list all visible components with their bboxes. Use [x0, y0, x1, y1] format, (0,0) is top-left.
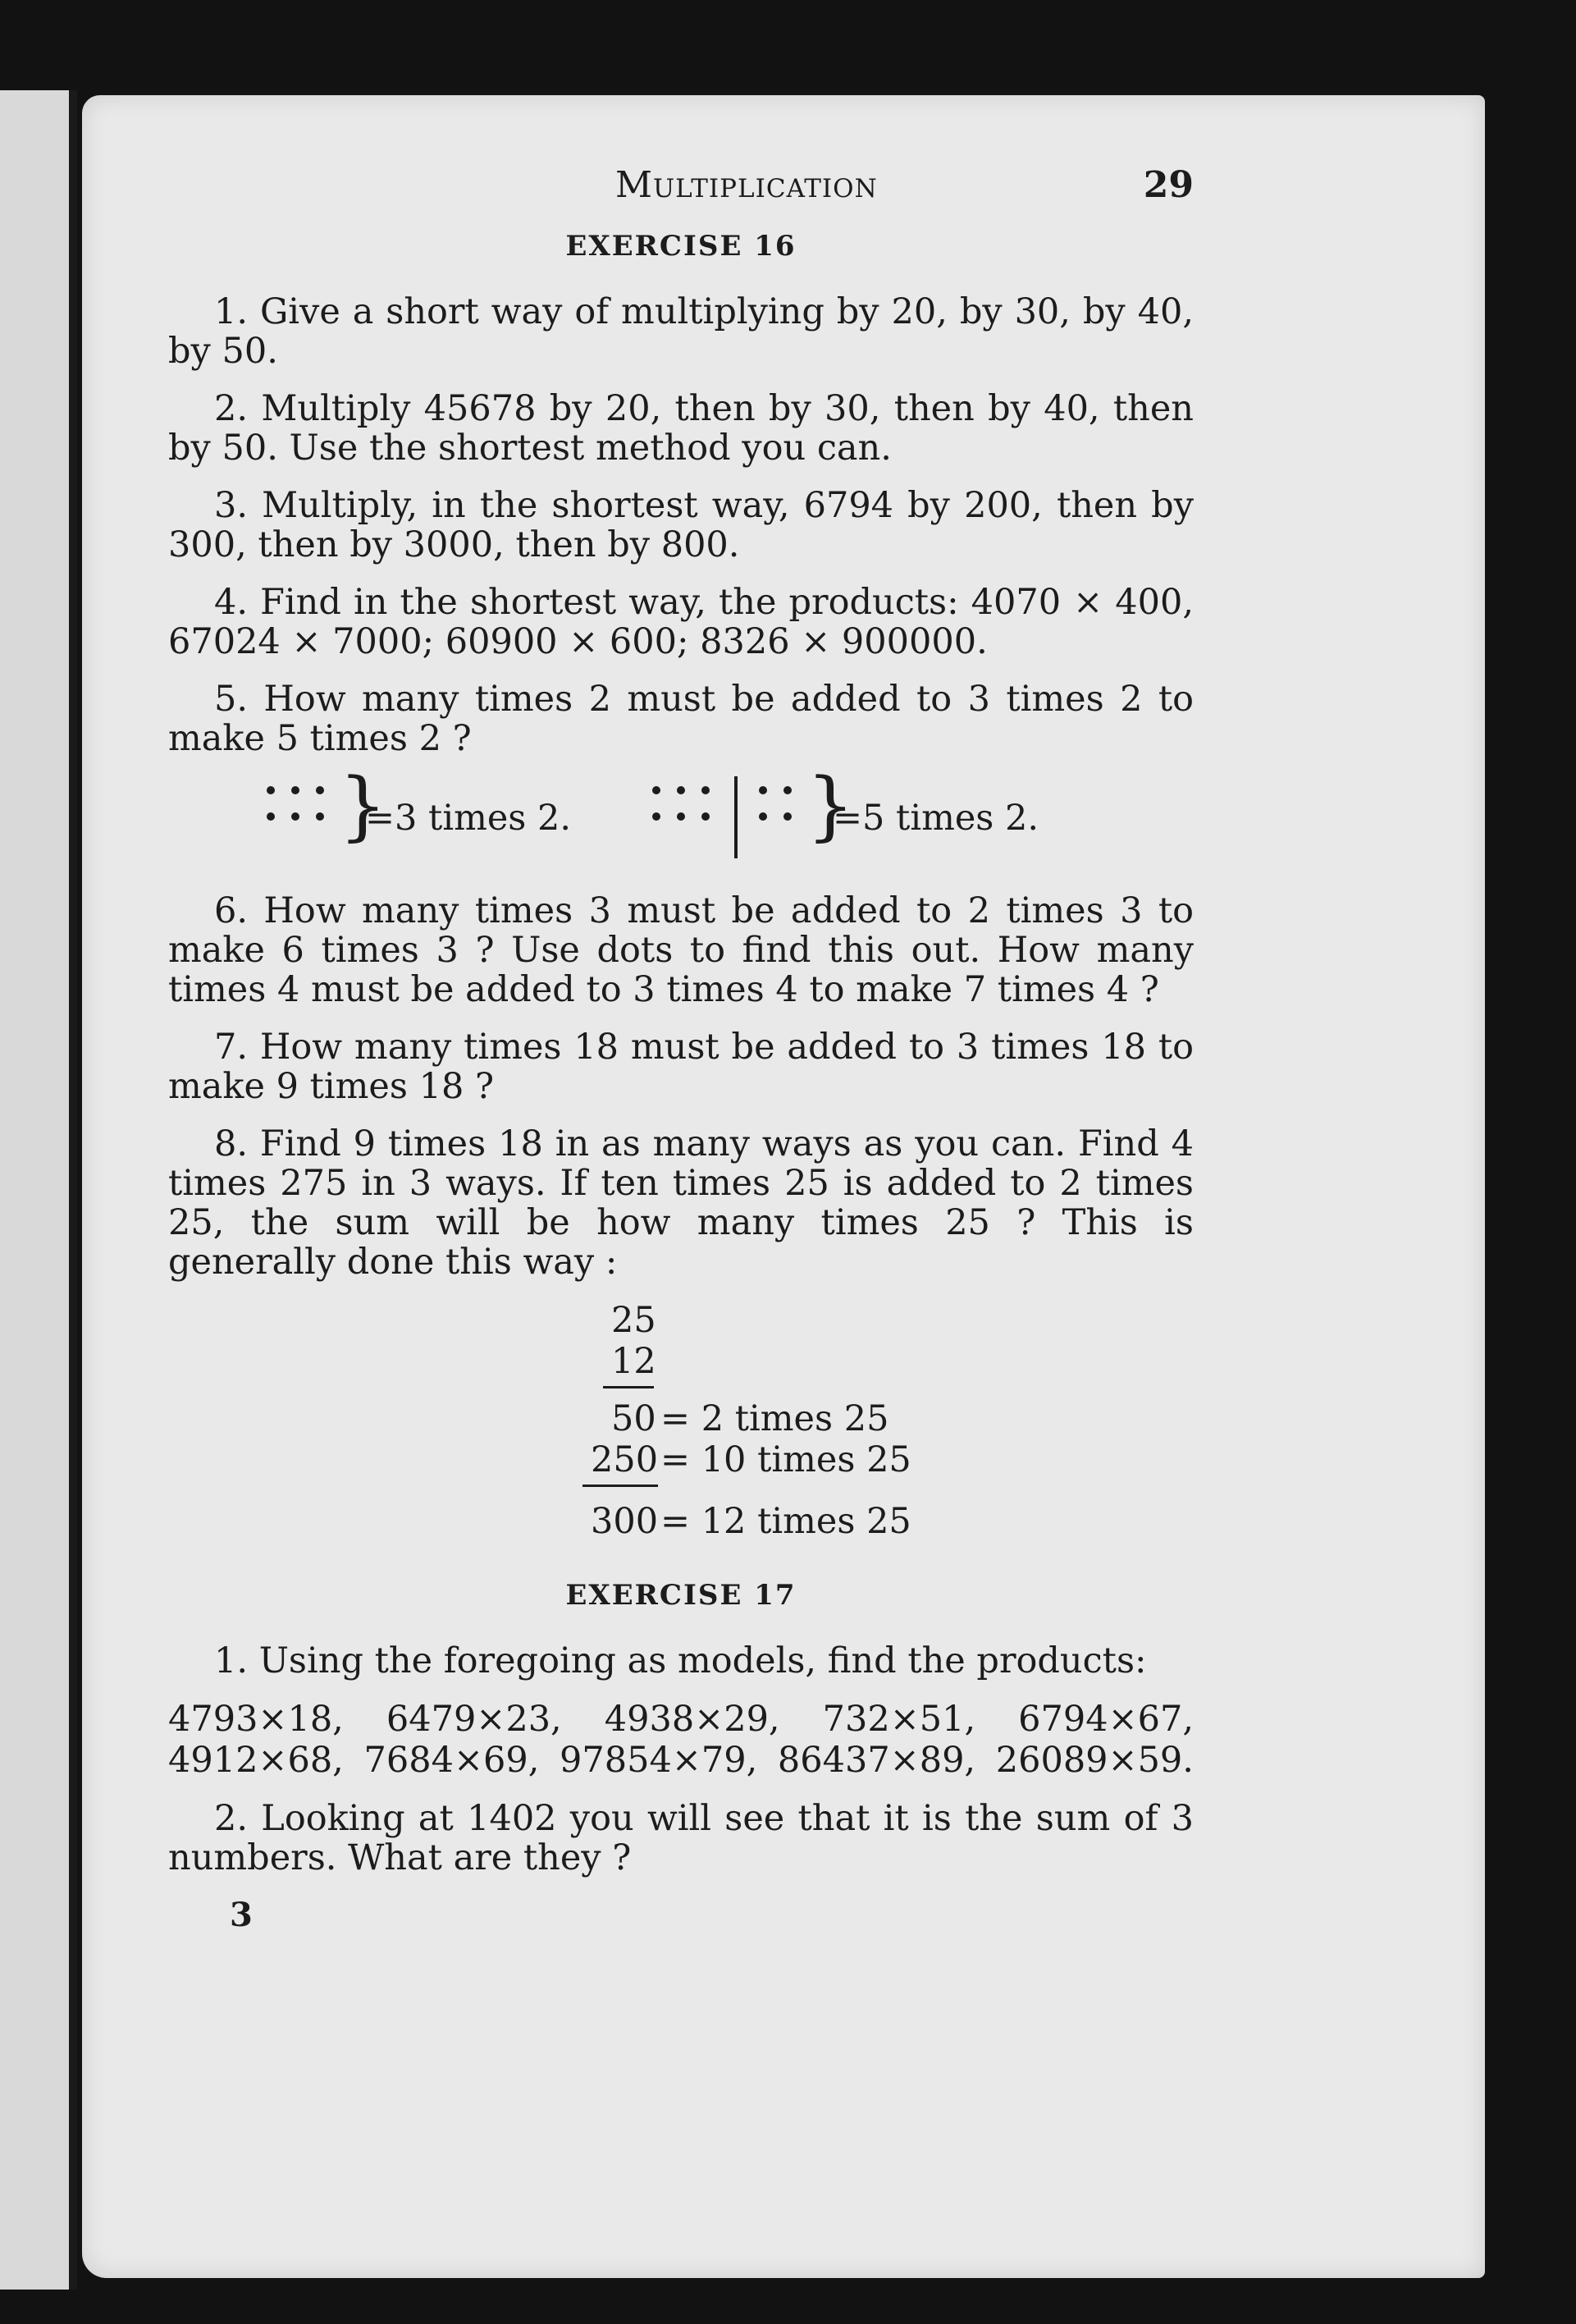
partial-product-1: 50 — [611, 1398, 656, 1439]
brace-icon: } — [806, 762, 855, 849]
exercise-16-item-8: 8. Find 9 times 18 in as many ways as you can. Find 4 times 275 in 3 ways. If ten times 25 is added to 2 times 25, the sum will be how many times 25 ? This is generally done this way : — [168, 1123, 1194, 1283]
dots-label-5-times-2: =5 times 2. — [833, 798, 1039, 839]
product-item: 732×51, — [822, 1699, 976, 1740]
exercise-17-item-1: 1. Using the foregoing as models, find the products: — [214, 1640, 1147, 1681]
page-content — [168, 164, 1194, 1934]
partial-product-2: 250 — [591, 1439, 659, 1480]
dot-group-3x2 — [267, 786, 340, 821]
exercise-16-item-3: 3. Multiply, in the shortest way, 6794 by 200, then by 300, then by 3000, then by 800. — [168, 485, 1194, 565]
products-row-1 — [168, 1699, 1194, 1740]
product-item: 7684×69, — [363, 1740, 540, 1781]
exercise-16-heading: EXERCISE 16 — [565, 230, 797, 263]
signature-mark: 3 — [230, 1896, 253, 1934]
total-rule — [582, 1485, 658, 1487]
product-item: 97854×79, — [560, 1740, 758, 1781]
dots-illustration — [168, 762, 1194, 858]
product-item: 4793×18, — [168, 1699, 344, 1740]
product-item: 86437×89, — [777, 1740, 976, 1781]
exercise-16-item-4: 4. Find in the shortest way, the products: 4070 × 400, 67024 × 7000; 60900 × 600; 8326 × 900000. — [168, 582, 1194, 662]
exercise-17-item-2: 2. Looking at 1402 you will see that it is the sum of 3 numbers. What are they ? — [168, 1798, 1194, 1878]
product-item: 4938×29, — [604, 1699, 780, 1740]
facing-page-edge — [0, 90, 77, 2290]
product-item: 4912×68, — [168, 1740, 344, 1781]
dot-group-3x2-left — [652, 786, 726, 821]
page-number: 29 — [1143, 164, 1194, 206]
products-row-2 — [168, 1740, 1194, 1781]
running-title: Multiplication — [615, 164, 878, 206]
total-product: 300 — [591, 1501, 659, 1542]
sum-rule — [603, 1386, 654, 1388]
exercise-16-item-2: 2. Multiply 45678 by 20, then by 30, then by 40, then by 50. Use the shortest method you can. — [168, 388, 1194, 469]
exercise-16-item-5: 5. How many times 2 must be added to 3 times 2 to make 5 times 2 ? — [168, 679, 1194, 759]
product-item: 6479×23, — [386, 1699, 562, 1740]
exercise-16-item-7: 7. How many times 18 must be added to 3 times 18 to make 9 times 18 ? — [168, 1027, 1194, 1107]
dot-group-2x2 — [759, 786, 808, 821]
multiplication-worked-example — [168, 1300, 1194, 1546]
multiplicand: 25 — [611, 1300, 656, 1341]
partial-product-1-desc: = 2 times 25 — [660, 1398, 889, 1439]
divider-bar — [734, 776, 738, 858]
exercise-17-heading: EXERCISE 17 — [565, 1579, 797, 1612]
exercise-16-item-1: 1. Give a short way of multiplying by 20, by 30, by 40, by 50. — [168, 291, 1194, 372]
multiplier: 12 — [611, 1341, 656, 1382]
running-head — [168, 164, 1194, 230]
product-item: 26089×59. — [995, 1740, 1194, 1781]
dots-label-3-times-2: =3 times 2. — [365, 798, 572, 839]
exercise-16-item-6: 6. How many times 3 must be added to 2 times 3 to make 6 times 3 ? Use dots to find this out. How many times 4 must be added to 3 times 4 to make 7 times 4 ? — [168, 890, 1194, 1010]
brace-icon: } — [339, 762, 387, 849]
total-product-desc: = 12 times 25 — [660, 1501, 911, 1542]
partial-product-2-desc: = 10 times 25 — [660, 1439, 911, 1480]
products-list — [168, 1699, 1194, 1781]
product-item: 6794×67, — [1018, 1699, 1194, 1740]
